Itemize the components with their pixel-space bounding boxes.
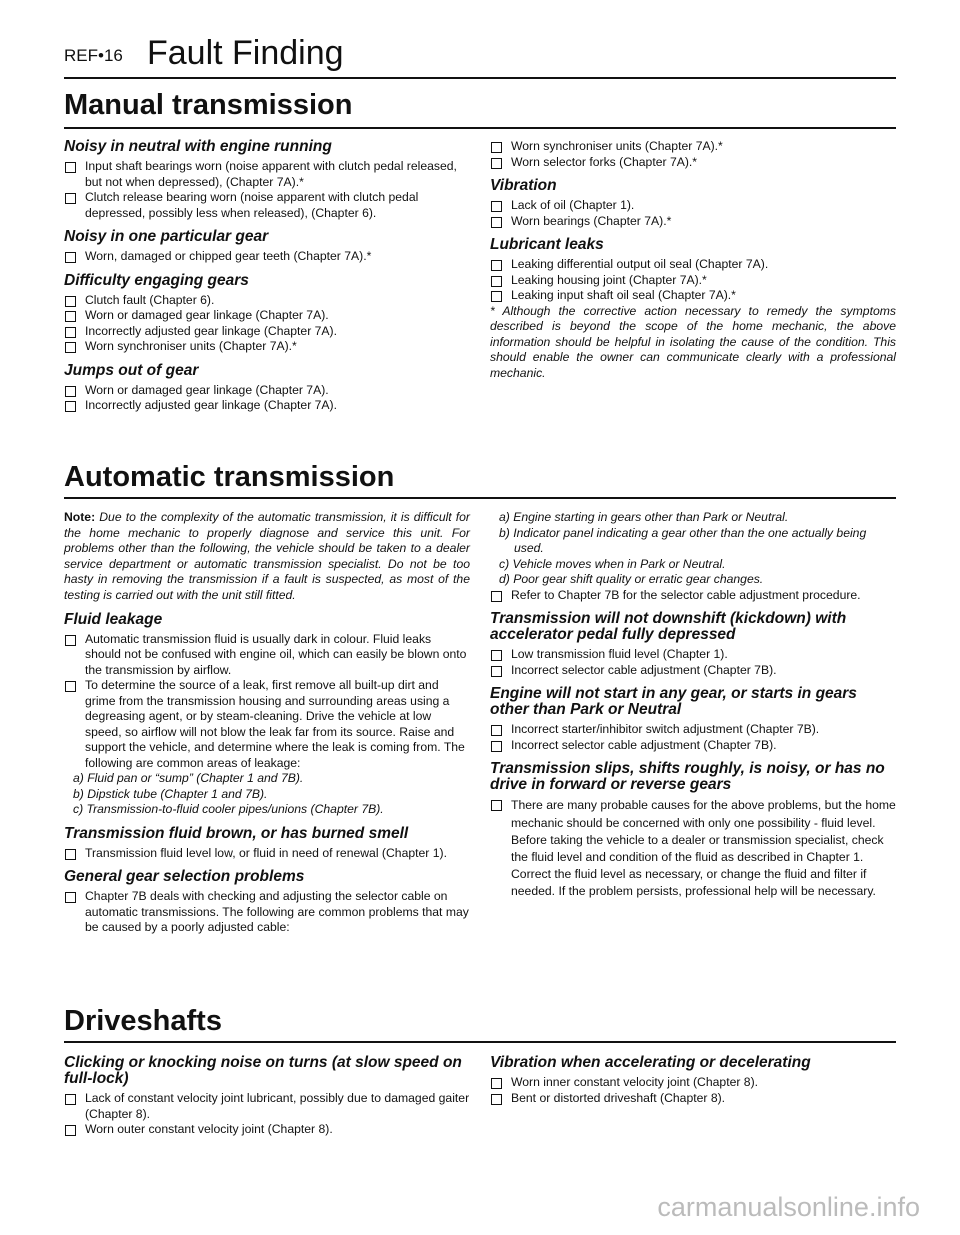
check-item: Leaking housing joint (Chapter 7A).*: [490, 273, 896, 289]
fault-group: [490, 761, 896, 900]
alpha-item: c) Vehicle moves when in Park or Neutral.: [499, 556, 726, 571]
fault-heading: Jumps out of gear: [64, 361, 199, 379]
fault-heading: Vibration when accelerating or decelerating: [490, 1054, 811, 1071]
checkbox-icon: [491, 1078, 502, 1089]
fault-group: [64, 363, 470, 414]
checkbox-icon: [65, 327, 76, 338]
driveshafts-left-column: [64, 1055, 470, 1138]
check-item: There are many probable causes for the above problems, but the home mechanic should be concerned with only one possibility - fluid level. Before taking the vehicle to a dealer or transmission specialist, check the fluid level and condition of the fluid as described in Chapter 1. Correct the fluid level as necessary, or change the fluid and filter if needed. If the problem persists, professional help will be necessary.: [490, 797, 896, 900]
checkbox-icon: [65, 311, 76, 322]
checkbox-icon: [491, 142, 502, 153]
check-item: Incorrectly adjusted gear linkage (Chapter 7A).: [64, 324, 470, 340]
alpha-item: c) Transmission-to-fluid cooler pipes/unions (Chapter 7B).: [73, 802, 384, 817]
fault-heading: Engine will not start in any gear, or starts in gears other than Park or Neutral: [490, 685, 857, 719]
checkbox-icon: [65, 252, 76, 263]
fault-heading: Noisy in one particular gear: [64, 228, 269, 245]
alpha-item: a) Engine starting in gears other than Park or Neutral.: [499, 510, 789, 524]
check-item: Transmission fluid level low, or fluid in need of renewal (Chapter 1).: [64, 846, 470, 862]
check-item: Worn or damaged gear linkage (Chapter 7A).: [64, 308, 470, 324]
fault-heading: Fluid leakage: [64, 610, 163, 628]
check-item: Worn or damaged gear linkage (Chapter 7A).: [64, 383, 470, 399]
fault-group: [64, 869, 470, 936]
alpha-item: b) Indicator panel indicating a gear other than the one actually being used.: [499, 525, 867, 556]
fault-heading: Transmission will not downshift (kickdown) with accelerator pedal fully depressed: [490, 610, 847, 644]
checkbox-icon: [491, 217, 502, 228]
fault-heading: Lubricant leaks: [490, 236, 604, 253]
check-item: Lack of oil (Chapter 1).: [490, 198, 896, 214]
checkbox-icon: [65, 296, 76, 307]
check-item: To determine the source of a leak, first remove all built-up dirt and grime from the transmission housing and surrounding areas using a degreasing agent, or by steam-cleaning. Drive the vehicle at low speed, so airflow will not blow the leak far from its source. Raise and support the vehicle, and determine where the leak is coming from. The following are common areas of leakage:: [64, 678, 470, 771]
alpha-item: a) Fluid pan or “sump” (Chapter 1 and 7B).: [73, 771, 304, 786]
checkbox-icon: [491, 725, 502, 736]
fault-heading: Clicking or knocking noise on turns (at slow speed on full-lock): [64, 1054, 462, 1087]
check-item: Worn outer constant velocity joint (Chapter 8).: [64, 1122, 470, 1138]
checkbox-icon: [491, 650, 502, 661]
fault-heading: Noisy in neutral with engine running: [64, 138, 332, 155]
manual-left-column: [64, 139, 470, 414]
check-item: Bent or distorted driveshaft (Chapter 8).: [490, 1091, 896, 1107]
check-item: Worn, damaged or chipped gear teeth (Chapter 7A).*: [64, 249, 470, 265]
checkbox-icon: [491, 260, 502, 271]
checkbox-icon: [65, 635, 76, 646]
section-title-driveshafts: Driveshafts: [64, 1005, 222, 1037]
fault-group: [64, 139, 470, 221]
checkbox-icon: [65, 681, 76, 692]
fault-heading: General gear selection problems: [64, 868, 305, 886]
check-item: Chapter 7B deals with checking and adjusting the selector cable on automatic transmissions. The following are common problems that may be caused by a poorly adjusted cable:: [64, 889, 470, 936]
section-title-manual: Manual transmission: [64, 89, 353, 121]
check-item: Worn selector forks (Chapter 7A).*: [490, 155, 896, 171]
fault-group: [490, 611, 896, 678]
fault-group: [490, 686, 896, 753]
driveshafts-right-column: [490, 1055, 896, 1106]
fault-heading: Difficulty engaging gears: [64, 271, 249, 289]
fault-heading: Transmission slips, shifts roughly, is noisy, or has no drive in forward or reverse gears: [490, 760, 885, 794]
note-label: Note:: [64, 510, 96, 524]
checkbox-icon: [65, 1125, 76, 1136]
check-item: Worn synchroniser units (Chapter 7A).*: [64, 339, 470, 355]
fault-group: [64, 229, 470, 265]
page-reference: REF•16: [64, 46, 123, 65]
check-item: Clutch release bearing worn (noise apparent with clutch pedal depressed, possibly less when released), (Chapter 6).: [64, 190, 470, 221]
check-item: Incorrect starter/inhibitor switch adjustment (Chapter 7B).: [490, 722, 896, 738]
checkbox-icon: [491, 291, 502, 302]
check-item: Worn synchroniser units (Chapter 7A).*: [490, 139, 896, 155]
check-item: Incorrect selector cable adjustment (Chapter 7B).: [490, 738, 896, 754]
checkbox-icon: [65, 162, 76, 173]
manual-right-column: [490, 139, 896, 381]
check-item: Input shaft bearings worn (noise apparent with clutch pedal released, but not when depressed), (Chapter 7A).*: [64, 159, 470, 190]
checkbox-icon: [491, 666, 502, 677]
check-item: Automatic transmission fluid is usually dark in colour. Fluid leaks should not be confused with engine oil, which can easily be blown onto the transmission by airflow.: [64, 632, 470, 679]
checkbox-icon: [65, 193, 76, 204]
check-item: Worn bearings (Chapter 7A).*: [490, 214, 896, 230]
checkbox-icon: [491, 1094, 502, 1105]
fault-heading: Transmission fluid brown, or has burned smell: [64, 824, 409, 842]
checkbox-icon: [65, 1094, 76, 1105]
checkbox-icon: [491, 741, 502, 752]
check-item: Leaking input shaft oil seal (Chapter 7A).*: [490, 288, 896, 304]
check-item: Refer to Chapter 7B for the selector cable adjustment procedure.: [490, 588, 896, 604]
alpha-item: d) Poor gear shift quality or erratic gear changes.: [499, 572, 764, 587]
checkbox-icon: [65, 849, 76, 860]
checkbox-icon: [491, 201, 502, 212]
checkbox-icon: [491, 800, 502, 811]
section-title-automatic: Automatic transmission: [64, 461, 395, 493]
alpha-item: b) Dipstick tube (Chapter 1 and 7B).: [73, 786, 268, 801]
note-paragraph: [64, 510, 470, 604]
checkbox-icon: [65, 342, 76, 353]
fault-group: [490, 178, 896, 229]
section-divider-driveshafts: [64, 1041, 896, 1043]
automatic-left-column: [64, 510, 470, 936]
checkbox-icon: [65, 892, 76, 903]
footnote: * Although the corrective action necessary to remedy the symptoms described is beyond the scope of the home mechanic, the above information should be helpful in isolating the cause of the condition. This should enable the owner can communicate clearly with a professional mechanic.: [490, 303, 896, 380]
check-item: Incorrectly adjusted gear linkage (Chapter 7A).: [64, 398, 470, 414]
checkbox-icon: [491, 158, 502, 169]
check-item: Low transmission fluid level (Chapter 1).: [490, 647, 896, 663]
check-item: Lack of constant velocity joint lubricant, possibly due to damaged gaiter (Chapter 8).: [64, 1091, 470, 1122]
page-title: Fault Finding: [147, 34, 344, 72]
fault-group: [64, 826, 470, 862]
section-divider-manual: [64, 127, 896, 129]
fault-group: [490, 237, 896, 304]
fault-group: [64, 273, 470, 355]
checkbox-icon: [65, 401, 76, 412]
section-divider-automatic: [64, 497, 896, 499]
note-text: Due to the complexity of the automatic transmission, it is difficult for the home mechanic to properly diagnose and service this unit. For problems other than the following, the vehicle should be taken to a dealer service department or automatic transmission specialist. Do not be too hasty in removing the transmission if a fault is suspected, as most of the testing is carried out with the unit still fitted.: [64, 510, 470, 602]
fault-heading: Vibration: [490, 177, 557, 194]
fault-group: [64, 612, 470, 818]
watermark: carmanualsonline.info: [657, 1192, 920, 1222]
check-item: Worn inner constant velocity joint (Chapter 8).: [490, 1075, 896, 1091]
check-item: Incorrect selector cable adjustment (Chapter 7B).: [490, 663, 896, 679]
check-item: Clutch fault (Chapter 6).: [64, 293, 470, 309]
checkbox-icon: [491, 591, 502, 602]
check-item: Leaking differential output oil seal (Chapter 7A).: [490, 257, 896, 273]
checkbox-icon: [65, 386, 76, 397]
header-divider: [64, 77, 896, 79]
automatic-right-column: [490, 510, 896, 901]
checkbox-icon: [491, 276, 502, 287]
